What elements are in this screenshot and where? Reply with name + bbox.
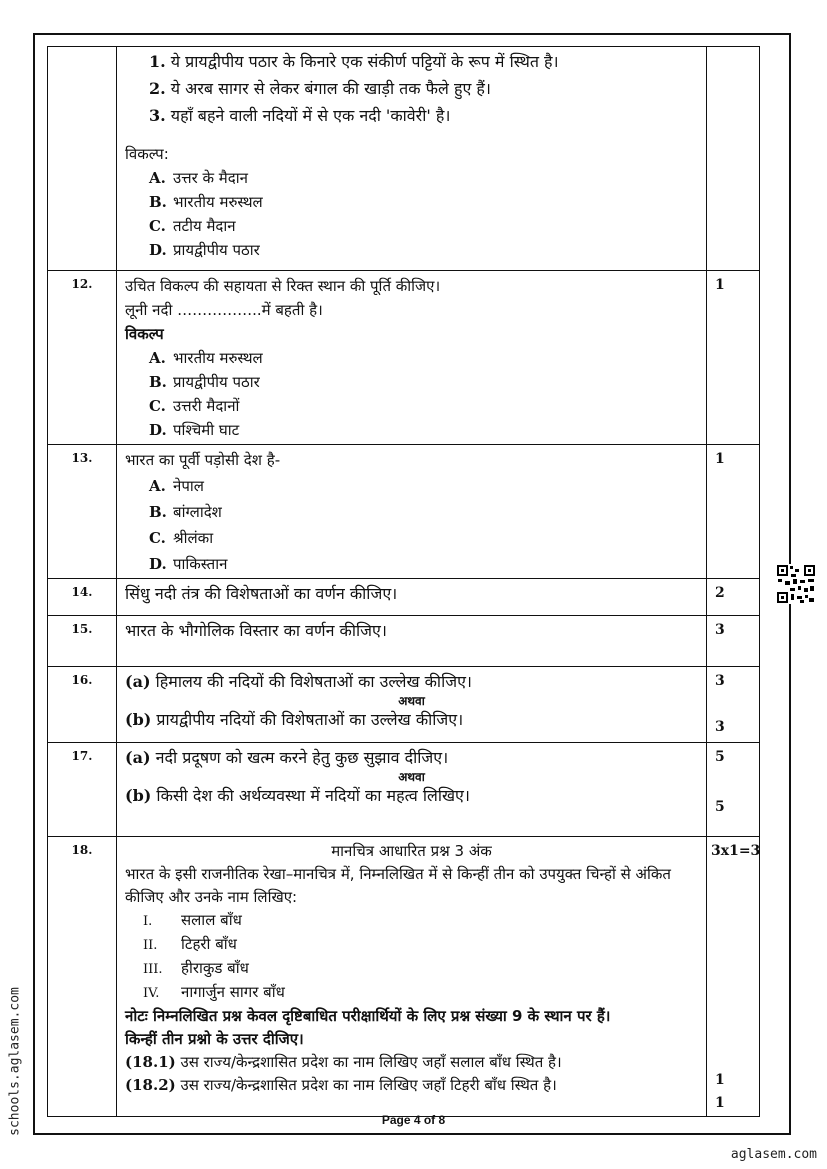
marks: 1 (707, 445, 760, 579)
map-item: IV. नागार्जुन सागर बाँध (143, 983, 285, 1001)
question-number: 16. (48, 667, 117, 743)
question-text: उचित विकल्प की सहायता से रिक्त स्थान की पूर्ति कीजिए। (125, 277, 441, 295)
part-a: (a) नदी प्रदूषण को खत्म करने हेतु कुछ सुझाव दीजिए। (125, 748, 449, 767)
question-text: भारत के भौगोलिक विस्तार का वर्णन कीजिए। (117, 616, 707, 667)
question-row-12 (48, 271, 760, 445)
option: B. भारतीय मरुस्थल (149, 193, 263, 211)
marks: 1 (707, 271, 760, 445)
question-text: भारत का पूर्वी पड़ोसी देश है- (125, 451, 281, 469)
option: B. बांग्लादेश (149, 503, 222, 521)
sub-question: (18.2) उस राज्य/केन्द्रशासित प्रदेश का नाम लिखिए जहाँ टिहरी बाँध स्थित है। (125, 1076, 557, 1094)
or-separator: अथवा (398, 770, 425, 784)
question-row-16 (48, 667, 760, 743)
option: A. उत्तर के मैदान (149, 169, 248, 187)
part-a: (a) हिमालय की नदियों की विशेषताओं का उल्लेख कीजिए। (125, 672, 472, 691)
option: D. प्रायद्वीपीय पठार (149, 241, 260, 259)
option: B. प्रायद्वीपीय पठार (149, 373, 260, 391)
question-row-18 (48, 837, 760, 1117)
question-row-13 (48, 445, 760, 579)
option: C. उत्तरी मैदानों (149, 397, 240, 415)
map-item: II. टिहरी बाँध (143, 935, 237, 953)
statement: 1. ये प्रायद्वीपीय पठार के किनारे एक संकीर्ण पट्टियों के रूप में स्थित है। (149, 52, 559, 71)
map-item: I. सलाल बाँध (143, 911, 242, 929)
sub-question: (18.1) उस राज्य/केन्द्रशासित प्रदेश का नाम लिखिए जहाँ सलाल बाँध स्थित है। (125, 1053, 562, 1071)
option: C. श्रीलंका (149, 529, 214, 547)
section-heading: मानचित्र आधारित प्रश्न 3 अंक (331, 842, 492, 860)
question-number: 18. (48, 837, 117, 1117)
question-row-15 (48, 616, 760, 667)
question-number: 15. (48, 616, 117, 667)
qr-code-icon (776, 564, 816, 604)
marks-a: 3 (715, 673, 725, 689)
question-row-14 (48, 579, 760, 616)
question-row-11-continued (48, 47, 760, 271)
marks: 2 (707, 579, 760, 616)
part-b: (b) किसी देश की अर्थव्यवस्था में नदियों का महत्व लिखिए। (125, 786, 470, 805)
question-number: 14. (48, 579, 117, 616)
options-label: विकल्प: (125, 145, 169, 163)
map-item: III. हीराकुड बाँध (143, 959, 249, 977)
question-number: 12. (48, 271, 117, 445)
marks: 3 (707, 616, 760, 667)
question-text: सिंधु नदी तंत्र की विशेषताओं का वर्णन कीजिए। (117, 579, 707, 616)
question-number: 13. (48, 445, 117, 579)
marks-b: 5 (715, 799, 725, 815)
marks-a: 5 (715, 749, 725, 765)
option: A. भारतीय मरुस्थल (149, 349, 263, 367)
question-table (47, 46, 760, 1117)
marks-sub-1: 1 (715, 1072, 725, 1088)
options-label: विकल्प (125, 325, 164, 343)
note: नोटः निम्नलिखित प्रश्न केवल दृष्टिबाधित परीक्षार्थियों के लिए प्रश्न संख्या 9 के स्थान पर हैं। (125, 1007, 611, 1025)
statement: 3. यहाँ बहने वाली नदियों में से एक नदी 'कावेरी' है। (149, 106, 451, 125)
part-b: (b) प्रायद्वीपीय नदियों की विशेषताओं का उल्लेख कीजिए। (125, 710, 464, 729)
question-text: लूनी नदी ……………..में बहती है। (125, 301, 323, 319)
page-footer: Page 4 of 8 (381, 1113, 446, 1127)
question-text: भारत के इसी राजनीतिक रेखा–मानचित्र में, निम्नलिखित में से किन्हीं तीन को उपयुक्त चिन्हों से अंकित कीजिए और उनके नाम लिखिए: (125, 865, 671, 906)
marks: 3x1=3 (711, 843, 761, 859)
statement: 2. ये अरब सागर से लेकर बंगाल की खाड़ी तक फैले हुए हैं। (149, 79, 491, 98)
marks-b: 3 (715, 719, 725, 735)
question-row-17 (48, 743, 760, 837)
option: C. तटीय मैदान (149, 217, 236, 235)
option: A. नेपाल (149, 477, 204, 495)
bottom-watermark: aglasem.com (730, 1147, 817, 1162)
marks-sub-2: 1 (715, 1095, 725, 1111)
option: D. पाकिस्तान (149, 555, 228, 573)
option: D. पश्चिमी घाट (149, 421, 240, 439)
instruction: किन्हीं तीन प्रश्नो के उत्तर दीजिए। (125, 1030, 304, 1048)
or-separator: अथवा (398, 694, 425, 708)
side-watermark: schools.aglasem.com (7, 987, 23, 1136)
question-number: 17. (48, 743, 117, 837)
